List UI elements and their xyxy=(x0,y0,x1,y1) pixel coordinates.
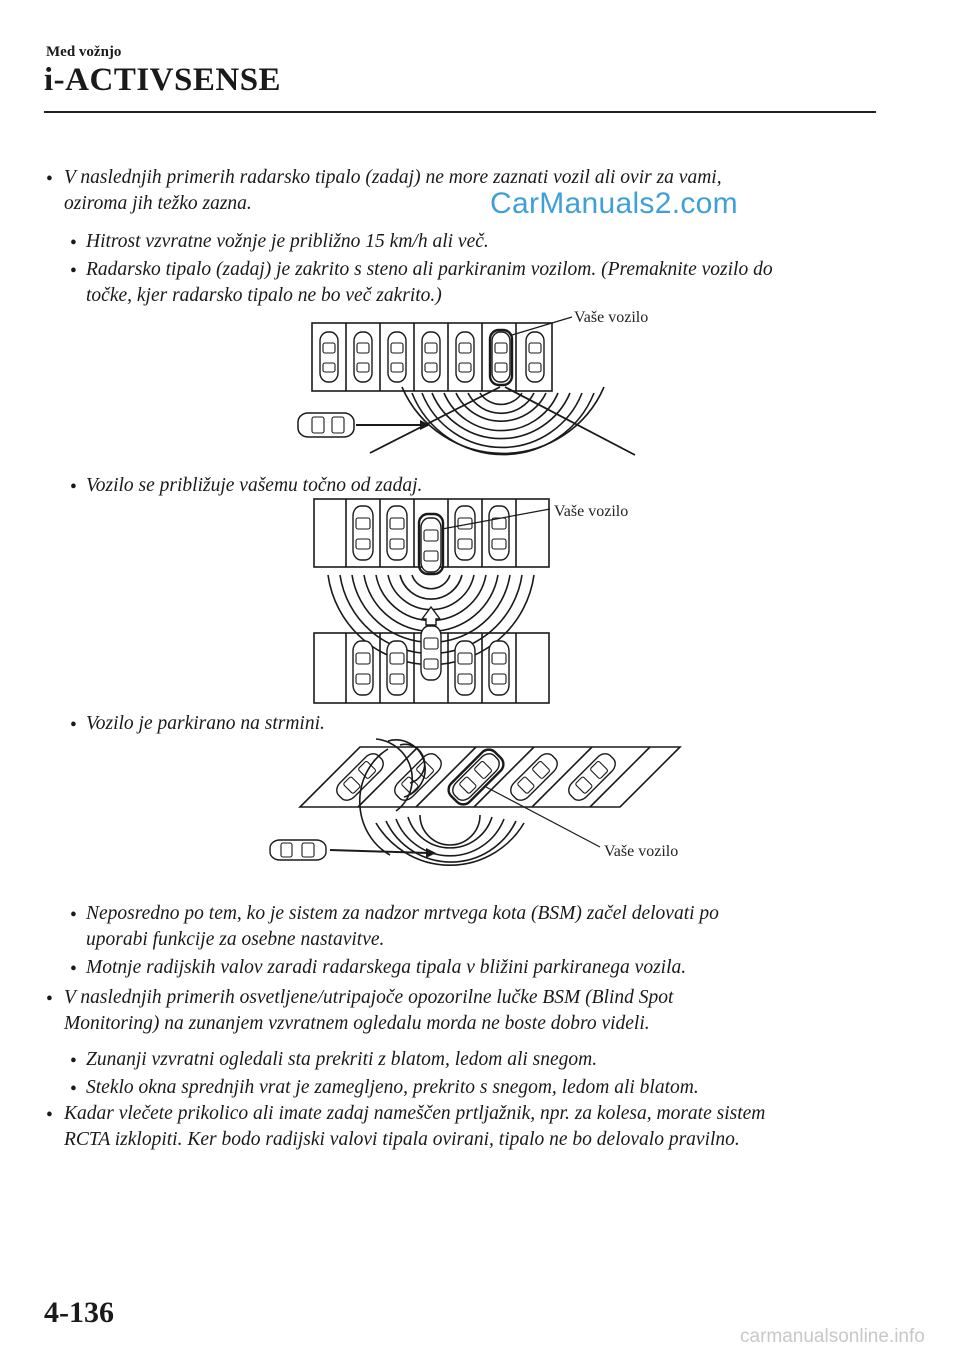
figure-approach-from-behind xyxy=(300,495,660,710)
sub-bullet-text: Radarsko tipalo (zadaj) je zakrito s steno ali parkiranim vozilom. (Premaknite vozilo do xyxy=(86,259,773,280)
callout-label: Vaše vozilo xyxy=(604,843,679,860)
sub-bullet-text: Hitrost vzvratne vožnje je približno 15 km/h ali več. xyxy=(86,231,489,252)
bullet-glyph: • xyxy=(70,905,77,926)
callout-label: Vaše vozilo xyxy=(574,309,649,326)
sub-bullet-text: Motnje radijskih valov zaradi radarskega tipala v bližini parkiranega vozila. xyxy=(86,957,687,978)
sub-bullet-text: točke, kjer radarsko tipalo ne bo več zakrito.) xyxy=(86,285,442,306)
bullet-text: Kadar vlečete prikolico ali imate zadaj nameščen prtljažnik, npr. za kolesa, morate sistem xyxy=(64,1103,766,1124)
watermark-footer: carmanualsonline.info xyxy=(740,1326,925,1347)
bullet-glyph: • xyxy=(46,1105,53,1126)
bullet-text: RCTA izklopiti. Ker bodo radijski valovi tipala ovirani, tipalo ne bo delovalo pravilno. xyxy=(64,1129,740,1150)
bullet-glyph: • xyxy=(46,989,53,1010)
sub-bullet-text: Neposredno po tem, ko je sistem za nadzor mrtvega kota (BSM) začel delovati po xyxy=(86,903,719,924)
bullet-glyph: • xyxy=(46,169,53,190)
sub-bullet-text: Zunanji vzvratni ogledali sta prekriti z blatom, ledom ali snegom. xyxy=(86,1049,598,1070)
section-label: Med vožnjo xyxy=(46,44,122,60)
sub-bullet-text: Vozilo se približuje vašemu točno od zadaj. xyxy=(86,475,423,496)
bullet-glyph: • xyxy=(70,261,77,282)
page-number: 4-136 xyxy=(44,1296,114,1329)
bullet-text: oziroma jih težko zazna. xyxy=(64,193,252,214)
header-divider xyxy=(44,111,876,113)
callout-label: Vaše vozilo xyxy=(554,503,629,520)
bullet-glyph: • xyxy=(70,233,77,254)
bullet-glyph: • xyxy=(70,715,77,736)
bullet-glyph: • xyxy=(70,959,77,980)
sub-bullet-text: uporabi funkcije za osebne nastavitve. xyxy=(86,929,385,950)
chapter-title: i-ACTIVSENSE xyxy=(44,62,282,98)
bullet-glyph: • xyxy=(70,1051,77,1072)
bullet-text: Monitoring) na zunanjem vzvratnem ogledalu morda ne boste dobro videli. xyxy=(64,1013,650,1034)
bullet-glyph: • xyxy=(70,477,77,498)
bullet-glyph: • xyxy=(70,1079,77,1100)
sub-bullet-text: Steklo okna sprednjih vrat je zamegljeno, prekrito s snegom, ledom ali blatom. xyxy=(86,1077,699,1098)
bullet-text: V naslednjih primerih radarsko tipalo (zadaj) ne more zaznati vozil ali ovir za vami, xyxy=(64,167,722,188)
figure-radar-blocked xyxy=(290,305,670,465)
bullet-text: V naslednjih primerih osvetljene/utripajoče opozorilne lučke BSM (Blind Spot xyxy=(64,987,674,1008)
watermark-logo: CarManuals2.com xyxy=(490,187,738,220)
sub-bullet-text: Vozilo je parkirano na strmini. xyxy=(86,713,325,734)
